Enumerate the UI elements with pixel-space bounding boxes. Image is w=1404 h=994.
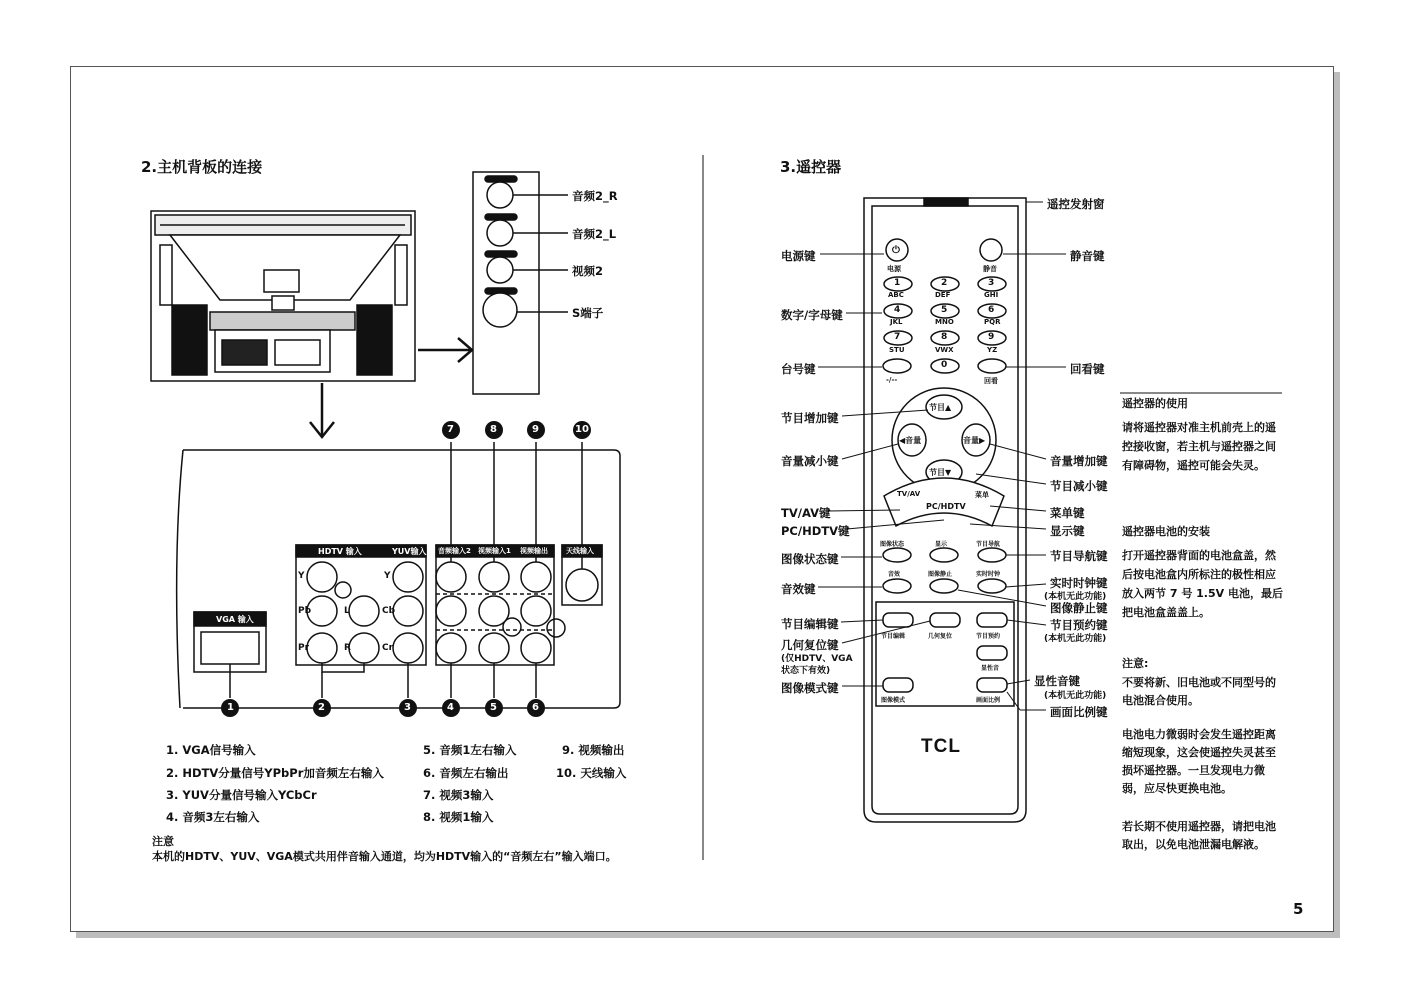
label-ch-down-key: 节目减小键 <box>1050 479 1108 493</box>
digit-2: 2 <box>941 278 948 288</box>
legend-item-8: 8. 视频1输入 <box>423 810 494 824</box>
label-clock-note: (本机无此功能) <box>1044 592 1107 602</box>
arrow-down-icon <box>310 383 334 437</box>
remote-caption-power: 电源 <box>887 265 901 273</box>
battery-text: 打开遥控器背面的电池盒盖，然后按电池盒内所标注的极性相应放入两节 7 号 1.5V 电池，最后把电池盒盖盖上。 <box>1122 549 1283 619</box>
digit-4: 4 <box>894 305 901 315</box>
label-recall-key: 回看键 <box>1070 362 1105 376</box>
letters-jkl: JKL <box>890 318 903 326</box>
nav-caption: 节目导航 <box>976 541 1001 548</box>
side-label-video2: 视频2 <box>572 264 604 278</box>
picmode-caption: 图像模式 <box>881 697 906 704</box>
label-pic-state-key: 图像状态键 <box>781 552 839 566</box>
label-hidden-key: 显性音键 <box>1034 674 1080 688</box>
page-number: 5 <box>1293 900 1304 918</box>
legend-item-3: 3. YUV分量信号输入YCbCr <box>166 788 317 802</box>
badge-8: 8 <box>490 424 497 435</box>
recall-caption: 回看 <box>984 377 998 385</box>
remote-note-text-3: 若长期不使用遥控器，请把电池取出，以免电池泄漏电解液。 <box>1122 820 1276 851</box>
label-booking-key: 节目预约键 <box>1050 618 1108 632</box>
side-label-audio2-r: 音频2_R <box>572 189 618 203</box>
row-letter-y: Y <box>298 571 305 581</box>
display-caption: 显示 <box>935 541 948 548</box>
label-sound-key: 音效键 <box>781 582 816 596</box>
vol-down-caption: ◀音量 <box>899 436 922 445</box>
ch-down-caption: 节目▼ <box>929 468 952 477</box>
digit-5: 5 <box>941 305 948 315</box>
label-booking-note: (本机无此功能) <box>1044 634 1107 644</box>
letters-mno: MNO <box>935 318 954 326</box>
label-pchdtv-key: PC/HDTV键 <box>781 524 850 538</box>
digit-3: 3 <box>988 278 995 288</box>
label-menu-key: 菜单键 <box>1050 506 1085 520</box>
clock-caption: 实时时钟 <box>976 571 1001 578</box>
vol-up-caption: 音量▶ <box>963 436 986 445</box>
digit-0: 0 <box>941 360 948 370</box>
tcl-logo: TCL <box>921 736 961 757</box>
audio-input2-label: 音频输入2 <box>438 547 471 555</box>
row-letter-y2: Y <box>384 571 391 581</box>
left-note-text: 本机的HDTV、YUV、VGA模式共用伴音输入通道，均为HDTV输入的“音频左右”输入端口。 <box>152 850 617 863</box>
legend-item-10: 10. 天线输入 <box>556 766 627 780</box>
letters-stu: STU <box>889 346 905 354</box>
geo-caption: 几何复位 <box>928 633 953 640</box>
label-vol-up-key: 音量增加键 <box>1050 454 1108 468</box>
label-ch-up-key: 节目增加键 <box>781 411 839 425</box>
usage-text: 请将遥控器对准主机前壳上的遥控接收窗，若主机与遥控器之间有障碍物，遥控可能会失灵。 <box>1122 421 1276 472</box>
dash-caption: -/-- <box>886 376 898 384</box>
row-letter-pb: Pb <box>298 606 312 616</box>
label-channel-num-key: 台号键 <box>781 362 816 376</box>
ch-up-caption: 节目▲ <box>929 403 952 412</box>
letters-def: DEF <box>935 291 951 299</box>
letters-abc: ABC <box>888 291 904 299</box>
pchdtv-caption: PC/HDTV <box>926 502 966 511</box>
rear-connector-panel <box>177 442 620 708</box>
yuv-input-label: YUV输入 <box>392 547 427 556</box>
digit-6: 6 <box>988 305 995 315</box>
video-output-label: 视频输出 <box>520 547 548 555</box>
label-picmode-key: 图像模式键 <box>781 681 839 695</box>
rear-panel-section-title: 2.主机背板的连接 <box>141 158 263 176</box>
pic-state-caption: 图像状态 <box>880 541 905 548</box>
row-letter-cr: Cr <box>382 643 394 653</box>
digit-9: 9 <box>988 332 995 342</box>
badge-4: 4 <box>447 702 454 713</box>
letters-vwx: VWX <box>935 346 954 354</box>
label-clock-key: 实时时钟键 <box>1050 576 1108 590</box>
vga-input-label: VGA 输入 <box>216 615 254 624</box>
menu-caption: 菜单 <box>975 491 989 499</box>
label-mute-key: 静音键 <box>1070 249 1105 263</box>
legend-item-6: 6. 音频左右输出 <box>423 766 509 780</box>
remote-note-text-2: 电池电力微弱时会发生遥控距离缩短现象，这会使遥控失灵甚至损坏遥控器。一旦发现电力微弱，应尽快更换电池。 <box>1122 728 1276 795</box>
row-letter-pr: Pr <box>298 643 310 653</box>
side-label-audio2-l: 音频2_L <box>572 227 617 241</box>
label-hidden-note: (本机无此功能) <box>1044 691 1107 701</box>
battery-title: 遥控器电池的安装 <box>1122 525 1210 538</box>
side-label-s-terminal: S端子 <box>572 306 604 320</box>
remote-note-text-1: 不要将新、旧电池或不同型号的电池混合使用。 <box>1122 676 1276 707</box>
label-geo-note-2: 状态下有效) <box>781 666 831 676</box>
tvav-caption: TV/AV <box>897 490 921 498</box>
legend-item-5: 5. 音频1左右输入 <box>423 743 517 757</box>
badge-2: 2 <box>318 702 325 713</box>
remote-section-title: 3.遥控器 <box>780 158 842 176</box>
arrow-right-icon <box>418 338 472 362</box>
edit-caption: 节目编辑 <box>881 633 906 640</box>
usage-title: 遥控器的使用 <box>1122 397 1188 410</box>
row-letter-r: R <box>344 643 351 653</box>
legend-item-2: 2. HDTV分量信号YPbPr加音频左右输入 <box>166 766 384 780</box>
row-letter-l: L <box>344 606 350 616</box>
label-freeze-key: 图像静止键 <box>1050 601 1108 615</box>
badge-1: 1 <box>227 702 234 713</box>
hidden-caption: 显性音 <box>981 665 1000 672</box>
remote-caption-mute: 静音 <box>983 265 997 273</box>
badge-9: 9 <box>532 424 539 435</box>
badge-5: 5 <box>490 702 497 713</box>
letters-ghi: GHI <box>984 291 999 299</box>
label-nav-key: 节目导航键 <box>1050 549 1108 563</box>
label-power-key: 电源键 <box>781 249 816 263</box>
label-edit-key: 节目编辑键 <box>781 617 839 631</box>
badge-3: 3 <box>404 702 411 713</box>
row-letter-cb: Cb <box>382 606 396 616</box>
remote-note-title: 注意: <box>1122 657 1149 670</box>
legend-item-9: 9. 视频输出 <box>562 743 625 757</box>
side-panel-illustration <box>473 172 568 394</box>
legend-item-7: 7. 视频3输入 <box>423 788 494 802</box>
label-display-key: 显示键 <box>1050 524 1085 538</box>
left-note-title: 注意 <box>152 835 174 848</box>
booking-caption: 节目预约 <box>976 633 1001 640</box>
power-icon: ⏻ <box>892 245 900 256</box>
antenna-input-label: 天线输入 <box>566 547 594 555</box>
badge-7: 7 <box>447 424 454 435</box>
video-input1-label: 视频输入1 <box>478 547 511 555</box>
tv-rear-illustration <box>151 211 415 381</box>
digit-7: 7 <box>894 332 901 342</box>
sound-caption: 音效 <box>888 571 901 578</box>
label-digit-keys: 数字/字母键 <box>781 308 843 322</box>
letters-pqr: PQR <box>984 318 1001 326</box>
letters-yz: YZ <box>987 346 998 354</box>
label-ir-window: 遥控发射窗 <box>1047 197 1105 211</box>
label-geo-note-1: (仅HDTV、VGA <box>781 654 853 664</box>
label-geo-key: 几何复位键 <box>781 638 839 652</box>
badge-10: 10 <box>575 424 589 435</box>
label-tvav-key: TV/AV键 <box>781 506 831 520</box>
label-ratio-key: 画面比例键 <box>1050 705 1108 719</box>
legend-item-1: 1. VGA信号输入 <box>166 743 256 757</box>
label-vol-down-key: 音量减小键 <box>781 454 839 468</box>
badge-6: 6 <box>532 702 539 713</box>
digit-1: 1 <box>894 278 901 288</box>
ratio-caption: 画面比例 <box>976 697 1001 704</box>
freeze-caption: 图像静止 <box>928 571 953 578</box>
legend-item-4: 4. 音频3左右输入 <box>166 810 260 824</box>
hdtv-input-label: HDTV 输入 <box>318 547 362 556</box>
digit-8: 8 <box>941 332 948 342</box>
